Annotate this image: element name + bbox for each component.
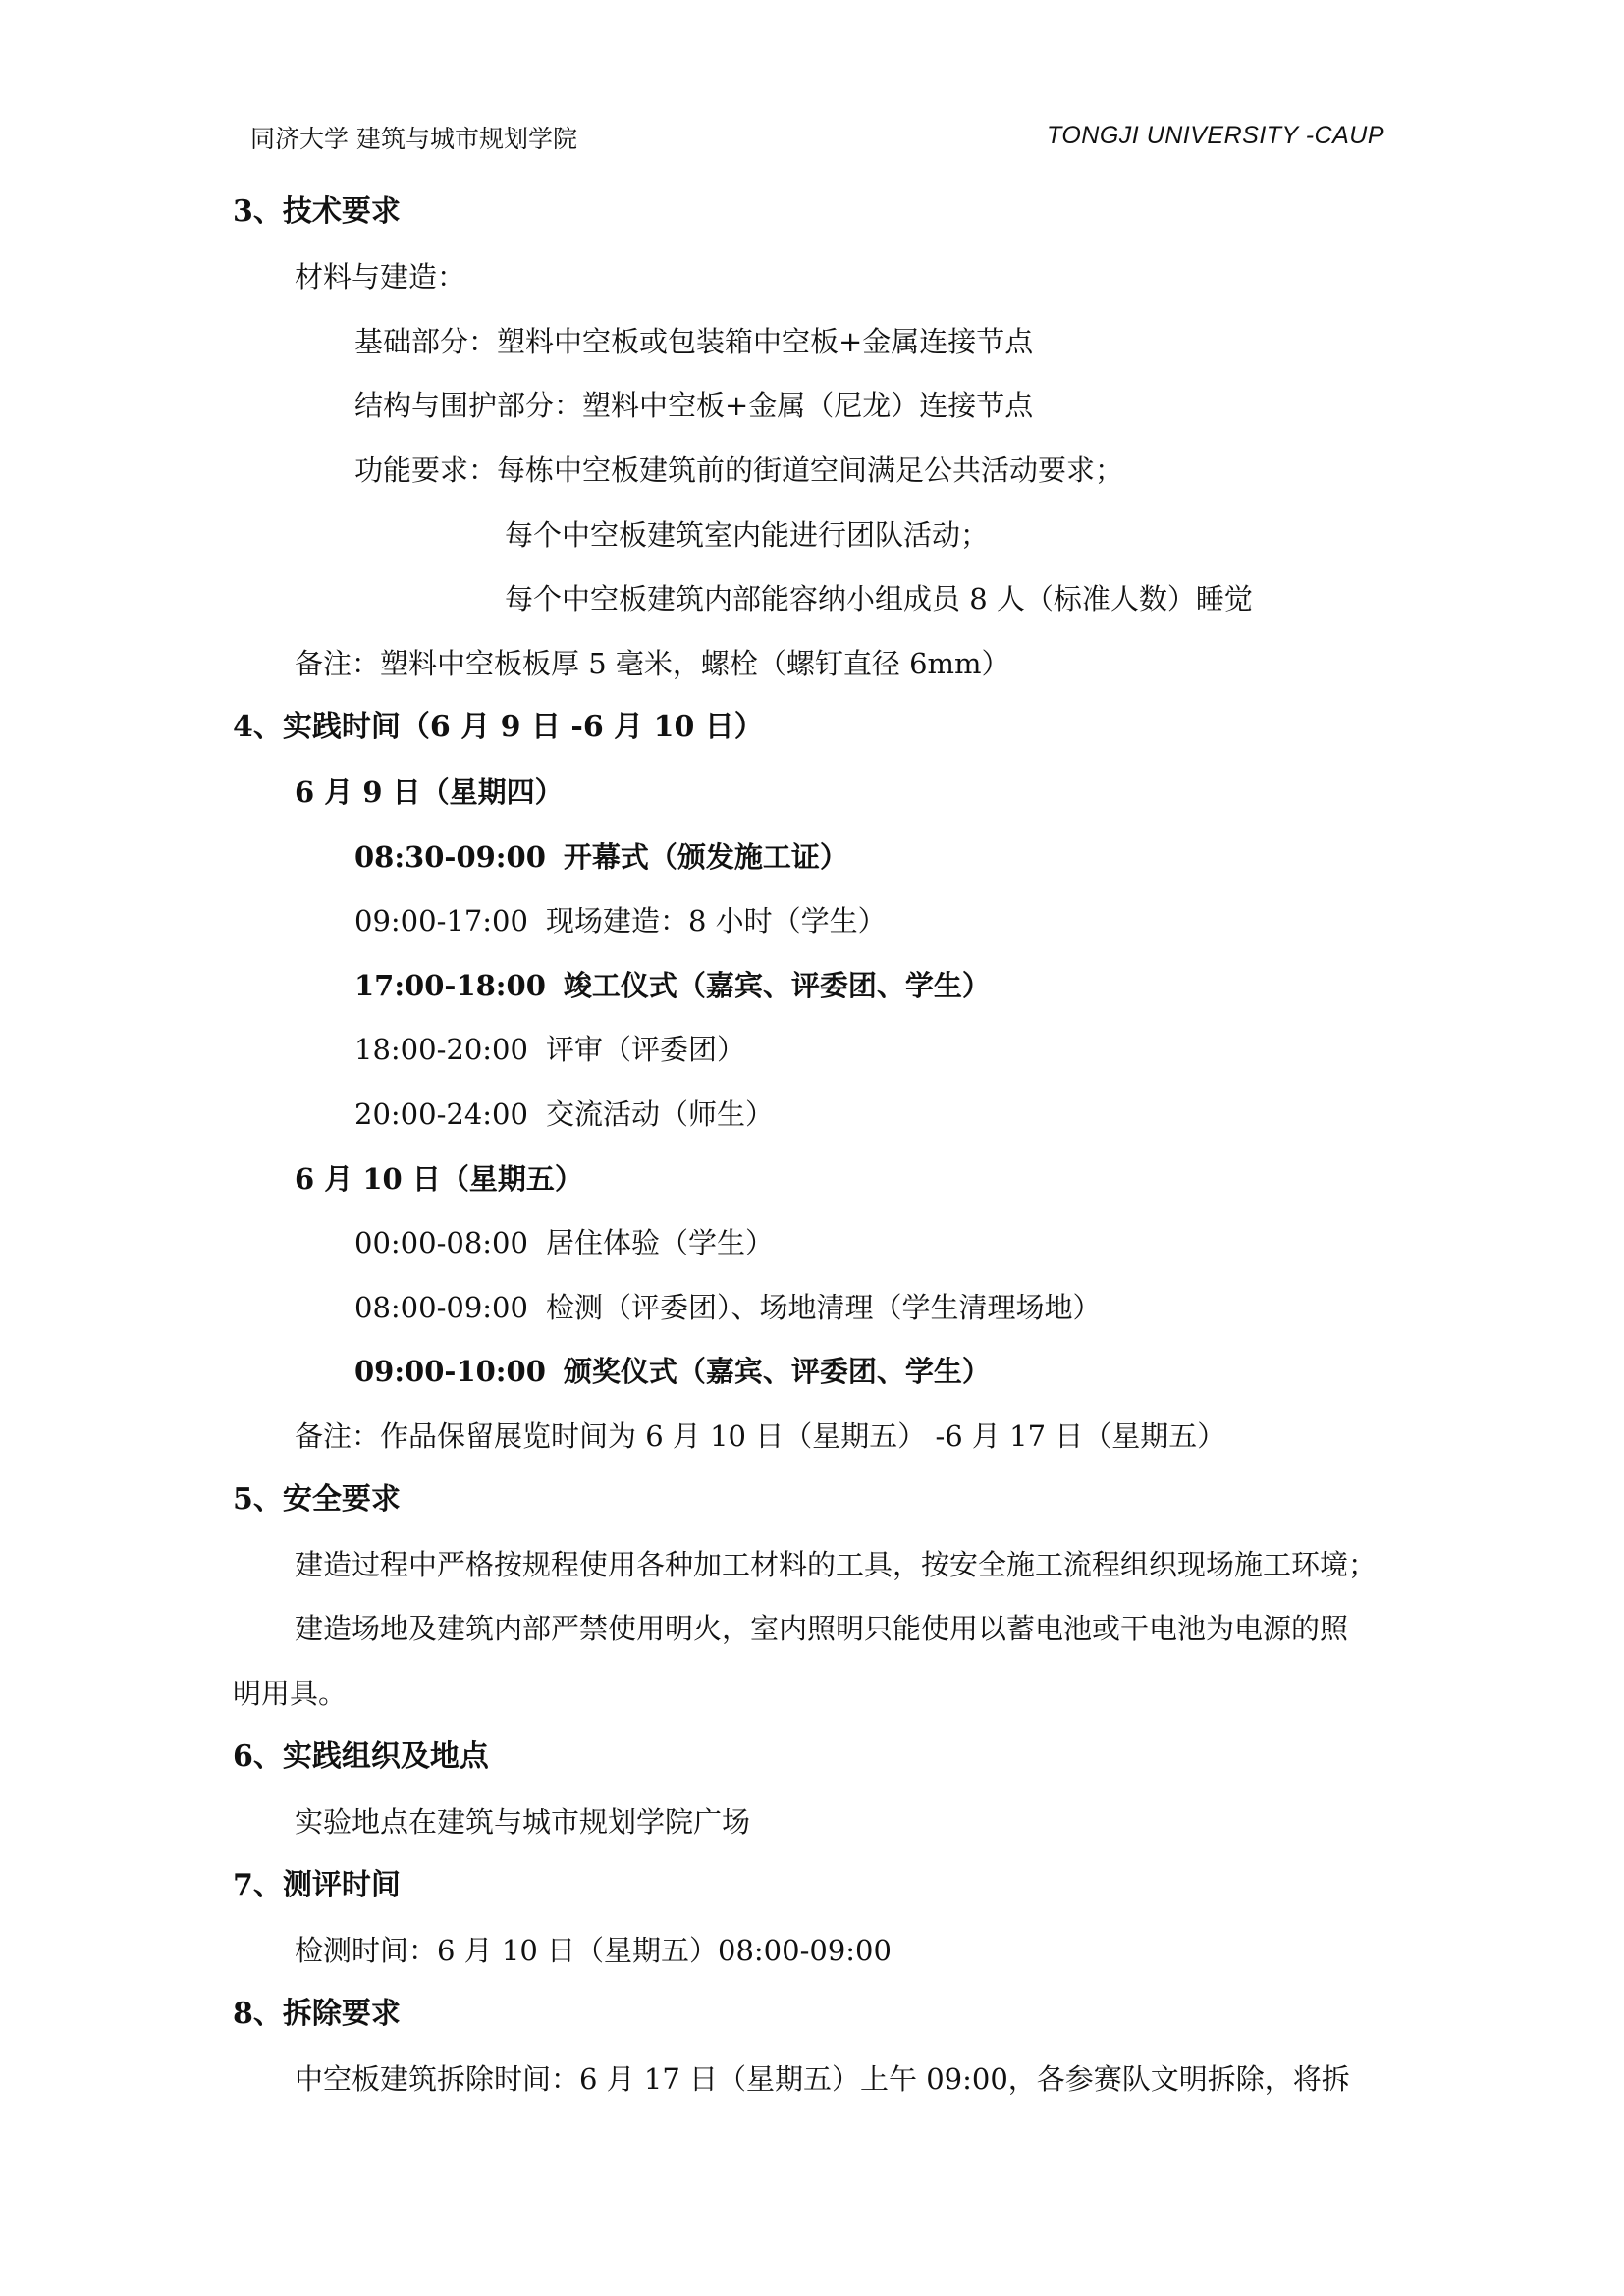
schedule-time: 09:00-10:00 — [354, 1355, 546, 1388]
section-4-title: 4、实践时间（6 月 9 日 -6 月 10 日） — [233, 710, 764, 744]
schedule-item — [354, 901, 887, 940]
section-7-paragraph: 检测时间：6 月 10 日（星期五）08:00-09:00 — [295, 1934, 892, 1967]
schedule-item — [354, 1352, 991, 1391]
day-1-heading: 6 月 9 日（星期四） — [295, 775, 564, 809]
schedule-event: 竣工仪式（嘉宾、评委团、学生） — [563, 969, 991, 1002]
section-6-paragraph: 实验地点在建筑与城市规划学院广场 — [295, 1805, 751, 1839]
schedule-event: 颁奖仪式（嘉宾、评委团、学生） — [563, 1355, 991, 1388]
day-2-heading: 6 月 10 日（星期五） — [295, 1162, 583, 1196]
section-5-title: 5、安全要求 — [233, 1482, 401, 1517]
section-3-title: 3、技术要求 — [233, 194, 401, 229]
schedule-event: 现场建造：8 小时（学生） — [545, 904, 887, 937]
schedule-event: 开幕式（颁发施工证） — [563, 840, 848, 874]
section-5-paragraph-2: 建造场地及建筑内部严禁使用明火，室内照明只能使用以蓄电池或干电池为电源的照 — [295, 1612, 1349, 1645]
schedule-item — [354, 837, 848, 877]
section-5-paragraph-1: 建造过程中严格按规程使用各种加工材料的工具，按安全施工流程组织现场施工环境； — [295, 1548, 1378, 1581]
header-institution: 同济大学 建筑与城市规划学院 — [250, 125, 577, 153]
schedule-event: 评审（评委团） — [545, 1033, 745, 1066]
section-8-paragraph: 中空板建筑拆除时间：6 月 17 日（星期五）上午 09:00，各参赛队文明拆除，将拆 — [295, 2062, 1350, 2096]
section-5-paragraph-2-cont: 明用具。 — [233, 1677, 348, 1710]
section-3-structure: 结构与围护部分：塑料中空板+金属（尼龙）连接节点 — [354, 389, 1034, 422]
schedule-event: 检测（评委团）、场地清理（学生清理场地） — [545, 1291, 1102, 1324]
schedule-time: 00:00-08:00 — [354, 1226, 528, 1259]
schedule-item — [354, 1288, 1101, 1327]
section-3-function-2: 每个中空板建筑室内能进行团队活动； — [505, 518, 990, 552]
schedule-item — [354, 966, 991, 1005]
schedule-item — [354, 1095, 774, 1134]
schedule-time: 20:00-24:00 — [354, 1097, 528, 1131]
section-4-note: 备注：作品保留展览时间为 6 月 10 日（星期五） -6 月 17 日（星期五） — [295, 1419, 1226, 1453]
section-3-foundation: 基础部分：塑料中空板或包装箱中空板+金属连接节点 — [354, 325, 1034, 358]
schedule-time: 08:30-09:00 — [354, 840, 546, 874]
schedule-time: 08:00-09:00 — [354, 1291, 528, 1324]
section-3-function-3: 每个中空板建筑内部能容纳小组成员 8 人（标准人数）睡觉 — [505, 582, 1253, 615]
section-3-function: 功能要求：每栋中空板建筑前的街道空间满足公共活动要求； — [354, 454, 1124, 487]
section-8-title: 8、拆除要求 — [233, 1997, 401, 2031]
schedule-event: 交流活动（师生） — [545, 1097, 774, 1131]
header-university-en: TONGJI UNIVERSITY -CAUP — [1047, 122, 1384, 149]
section-6-title: 6、实践组织及地点 — [233, 1739, 489, 1774]
schedule-item — [354, 1223, 774, 1262]
schedule-event: 居住体验（学生） — [545, 1226, 774, 1259]
schedule-time: 17:00-18:00 — [354, 969, 546, 1002]
section-3-subtitle: 材料与建造： — [295, 260, 466, 294]
section-3-note: 备注：塑料中空板板厚 5 毫米，螺栓（螺钉直径 6mm） — [295, 647, 1010, 680]
schedule-time: 18:00-20:00 — [354, 1033, 528, 1066]
section-7-title: 7、测评时间 — [233, 1868, 401, 1902]
schedule-time: 09:00-17:00 — [354, 904, 528, 937]
schedule-item — [354, 1030, 745, 1069]
